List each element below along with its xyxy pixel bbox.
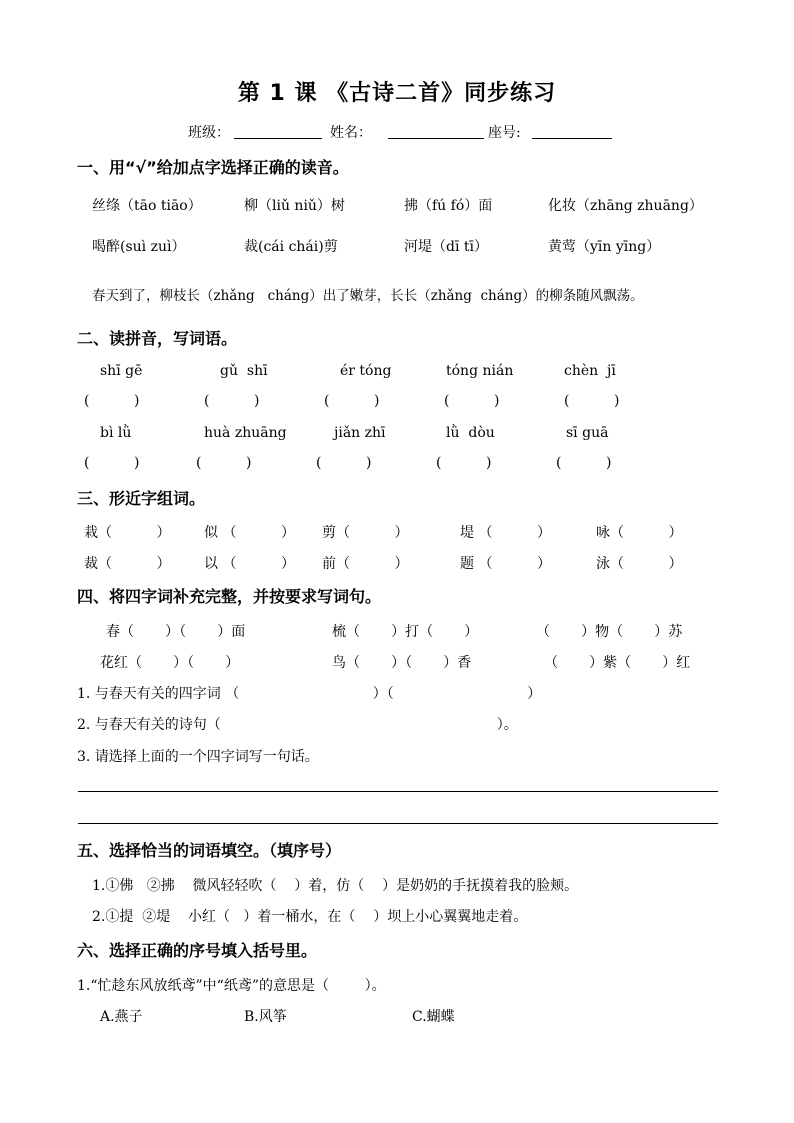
idiom-fill-item[interactable]: 梳（ ）打（ ） bbox=[332, 624, 479, 640]
pinyin-prompt: jiǎn zhī bbox=[334, 425, 386, 441]
pinyin-choice-item[interactable]: 裁(cái chái)剪 bbox=[244, 239, 338, 255]
pinyin-prompt: gǔ shī bbox=[220, 363, 268, 379]
page-title: 第 1 课 《古诗二首》同步练习 bbox=[237, 81, 557, 106]
answer-paren[interactable]: ( ) bbox=[324, 393, 380, 409]
section-3-heading: 三、形近字组词。 bbox=[77, 489, 206, 508]
answer-paren[interactable]: ( ) bbox=[196, 455, 252, 471]
pinyin-prompt: chèn jī bbox=[564, 363, 616, 379]
pinyin-choice-item[interactable]: 拂（fú fó）面 bbox=[404, 198, 493, 214]
pinyin-prompt: ér tóng bbox=[340, 363, 392, 379]
answer-line[interactable] bbox=[78, 791, 718, 792]
word-group-item[interactable]: 剪（ ） bbox=[322, 525, 409, 541]
question-5-2[interactable]: 2.①提 ②堤 小红（ ）着一桶水，在（ ）坝上小心翼翼地走着。 bbox=[92, 909, 528, 925]
pinyin-prompt: sī guā bbox=[566, 425, 609, 441]
question-6-1[interactable]: 1.“忙趁东风放纸鸢”中“纸鸢”的意思是（ ）。 bbox=[77, 978, 386, 994]
idiom-fill-item[interactable]: （ ）物（ ）苏 bbox=[536, 624, 683, 640]
question-4-2[interactable]: 2. 与春天有关的诗句（ ）。 bbox=[77, 717, 518, 733]
answer-paren[interactable]: ( ) bbox=[556, 455, 612, 471]
idiom-fill-item[interactable]: （ ）紫（ ）红 bbox=[544, 655, 691, 671]
section-6-heading: 六、选择正确的序号填入括号里。 bbox=[77, 941, 318, 960]
class-label: 班级： bbox=[188, 125, 230, 141]
option-b[interactable]: B.风筝 bbox=[244, 1009, 287, 1025]
seat-label: 座号: bbox=[488, 125, 521, 141]
pinyin-choice-item[interactable]: 黄莺（yīn yīng） bbox=[548, 239, 661, 255]
section-1-heading: 一、用“√”给加点字选择正确的读音。 bbox=[77, 158, 349, 177]
name-blank[interactable] bbox=[388, 138, 484, 139]
question-5-1[interactable]: 1.①佛 ②拂 微风轻轻吹（ ）着，仿（ ）是奶奶的手抚摸着我的脸颊。 bbox=[92, 878, 579, 894]
pinyin-prompt: shī gē bbox=[100, 363, 143, 379]
word-group-item[interactable]: 泳（ ） bbox=[596, 556, 683, 572]
answer-paren[interactable]: ( ) bbox=[204, 393, 260, 409]
option-c[interactable]: C.蝴蝶 bbox=[412, 1009, 455, 1025]
pinyin-prompt: bì lǜ bbox=[100, 425, 132, 441]
answer-paren[interactable]: ( ) bbox=[444, 393, 500, 409]
question-4-3: 3. 请选择上面的一个四字词写一句话。 bbox=[77, 749, 319, 765]
pinyin-choice-item[interactable]: 丝绦（tāo tiāo） bbox=[92, 198, 202, 214]
pinyin-choice-item[interactable]: 河堤（dī tī） bbox=[404, 239, 488, 255]
section-2-heading: 二、读拼音，写词语。 bbox=[77, 329, 238, 348]
word-group-item[interactable]: 裁（ ） bbox=[84, 556, 171, 572]
word-group-item[interactable]: 以 （ ） bbox=[204, 556, 295, 572]
answer-paren[interactable]: ( ) bbox=[564, 393, 620, 409]
word-group-item[interactable]: 题 （ ） bbox=[460, 556, 551, 572]
word-group-item[interactable]: 堤 （ ） bbox=[460, 525, 551, 541]
idiom-fill-item[interactable]: 春（ ）（ ）面 bbox=[106, 624, 246, 640]
word-group-item[interactable]: 前（ ） bbox=[322, 556, 409, 572]
pinyin-choice-item[interactable]: 柳（liǔ niǔ）树 bbox=[244, 198, 345, 214]
answer-paren[interactable]: ( ) bbox=[316, 455, 372, 471]
pinyin-sentence[interactable]: 春天到了，柳枝长（zhǎng cháng）出了嫩芽，长长（zhǎng cháng）的柳条随风飘荡。 bbox=[92, 288, 644, 304]
option-a[interactable]: A.燕子 bbox=[100, 1009, 143, 1025]
pinyin-choice-item[interactable]: 喝醉(suì zuì） bbox=[92, 239, 186, 255]
section-4-heading: 四、将四字词补充完整，并按要求写词句。 bbox=[77, 587, 382, 606]
pinyin-prompt: lǜ dòu bbox=[446, 425, 495, 441]
answer-paren[interactable]: ( ) bbox=[84, 393, 140, 409]
section-5-heading: 五、选择恰当的词语填空。（填序号） bbox=[77, 841, 342, 860]
idiom-fill-item[interactable]: 鸟（ ）（ ）香 bbox=[332, 655, 472, 671]
pinyin-prompt: tóng nián bbox=[446, 363, 514, 379]
word-group-item[interactable]: 栽（ ） bbox=[84, 525, 171, 541]
answer-paren[interactable]: ( ) bbox=[84, 455, 140, 471]
class-blank[interactable] bbox=[234, 138, 322, 139]
name-label: 姓名： bbox=[330, 125, 372, 141]
seat-blank[interactable] bbox=[532, 138, 612, 139]
pinyin-prompt: huà zhuāng bbox=[204, 425, 287, 441]
word-group-item[interactable]: 咏（ ） bbox=[596, 525, 683, 541]
idiom-fill-item[interactable]: 花红（ ）（ ） bbox=[100, 655, 240, 671]
answer-paren[interactable]: ( ) bbox=[436, 455, 492, 471]
word-group-item[interactable]: 似 （ ） bbox=[204, 525, 295, 541]
question-4-1[interactable]: 1. 与春天有关的四字词 （ ）（ ） bbox=[77, 686, 542, 702]
answer-line[interactable] bbox=[78, 823, 718, 824]
pinyin-choice-item[interactable]: 化妆（zhāng zhuāng） bbox=[548, 198, 703, 214]
